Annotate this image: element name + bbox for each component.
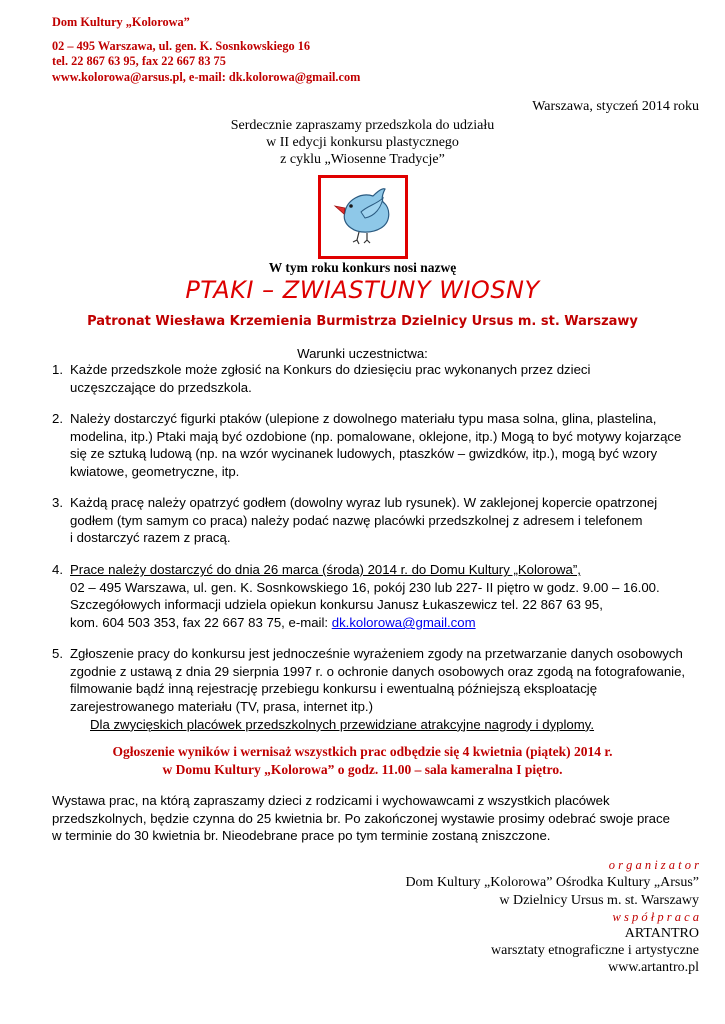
item-number: 2. [52, 411, 63, 426]
invitation-line: Serdecznie zapraszamy przedszkola do udziału [230, 118, 495, 133]
conditions-heading: Warunki uczestnictwa: [297, 346, 428, 361]
partner-website: www.artantro.pl [608, 960, 699, 975]
item-line: Prace należy dostarczyć do dnia 26 marca (środa) 2014 r. do Domu Kultury „Kolorowa”, [70, 562, 581, 577]
item-number: 5. [52, 646, 63, 661]
exhibition-line: Wystawa prac, na którą zapraszamy dzieci z rodzicami i wychowawcami z wszystkich placówek [52, 793, 610, 808]
logo-frame [318, 175, 408, 259]
invitation-line: w II edycji konkursu plastycznego [266, 135, 459, 150]
item-line: 02 – 495 Warszawa, ul. gen. K. Sosnkowskiego 16, pokój 230 lub 227- II piętro w godz. 9.00 – 16.00. [70, 579, 660, 595]
date-line: Warszawa, styczeń 2014 roku [532, 99, 699, 114]
item-line: zarejestrowanego materiału (TV, prasa, internet itp.) [70, 699, 373, 715]
results-line: w Domu Kultury „Kolorowa” o godz. 11.00 – sala kameralna I piętro. [162, 762, 563, 777]
item-line: się ze sztuką ludową (np. na wzór wycinanek ludowych, ptaszków – gwizdków, itp.), mogą być wzory [70, 446, 658, 462]
sender-contact: www.kolorowa@arsus.pl, e-mail: dk.kolorowa@gmail.com [52, 70, 361, 84]
bird-icon [321, 178, 405, 256]
organizer-label: o r g a n i z a t o r [608, 858, 699, 872]
item-number: 1. [52, 362, 63, 377]
contest-title: PTAKI – ZWIASTUNY WIOSNY [185, 276, 540, 304]
results-line: Ogłoszenie wyników i wernisaż wszystkich prac odbędzie się 4 kwietnia (piątek) 2014 r. [112, 744, 613, 759]
item-line: kwiatowe, geometryczne, itp. [70, 464, 240, 480]
item-number: 4. [52, 562, 63, 577]
organizer-line: Dom Kultury „Kolorowa” Ośrodka Kultury „Arsus” [405, 875, 699, 890]
sender-address: 02 – 495 Warszawa, ul. gen. K. Sosnkowskiego 16 [52, 39, 311, 53]
item-number: 3. [52, 495, 63, 510]
item-line: godłem (tym samym co praca) należy podać nazwę placówki przedszkolnej z adresem i telefonem [70, 512, 643, 528]
partner-line: ARTANTRO [624, 926, 699, 941]
partner-line: warsztaty etnograficzne i artystyczne [491, 943, 699, 958]
item-line: i dostarczyć razem z pracą. [70, 530, 231, 546]
sender-name: Dom Kultury „Kolorowa” [52, 15, 190, 29]
item-line: kom. 604 503 353, fax 22 667 83 75, e-mail: [70, 615, 332, 631]
item-line: Każdą pracę należy opatrzyć godłem (dowolny wyraz lub rysunek). W zaklejonej kopercie opatrzonej [70, 495, 658, 510]
item-line: zgodnie z ustawą z dnia 29 sierpnia 1997 r. o ochronie danych osobowych oraz zgodą na fotografowanie, [70, 663, 686, 679]
awards-line: Dla zwycięskich placówek przedszkolnych przewidziane atrakcyjne nagrody i dyplomy. [90, 716, 595, 732]
item-line: Należy dostarczyć figurki ptaków (ulepione z dowolnego materiału typu masa solna, glina, plastelina, [70, 411, 657, 426]
partner-label: w s p ó ł p r a c a [612, 910, 699, 924]
item-line-with-email [70, 614, 476, 632]
invitation-line: z cyklu „Wiosenne Tradycje” [280, 152, 445, 167]
exhibition-line: przedszkolnych, będzie czynna do 25 kwietnia br. Po zakończonej wystawie prosimy odebrać swoje prace [52, 811, 670, 826]
item-line: Szczegółowych informacji udziela opiekun konkursu Janusz Łukaszewicz tel. 22 867 63 95, [70, 597, 603, 613]
item-line: modelina, itp.) Ptaki mają być ozdobione (np. pomalowane, oklejone, itp.) Mogą to być motywy kojarzące [70, 428, 682, 444]
exhibition-line: w terminie do 30 kwietnia br. Nieodebrane prace po tym terminie zostaną zniszczone. [52, 828, 551, 843]
email-link[interactable]: dk.kolorowa@gmail.com [331, 615, 476, 631]
organizer-line: w Dzielnicy Ursus m. st. Warszawy [499, 893, 699, 908]
item-line: Zgłoszenie pracy do konkursu jest jednocześnie wyrażeniem zgody na przetwarzanie danych osobowych [70, 646, 683, 661]
item-line: filmowanie bądź inną rejestrację przebiegu konkursu i ewentualną późniejszą eksploatację [70, 681, 598, 697]
item-line: Każde przedszkole może zgłosić na Konkurs do dziesięciu prac wykonanych przez dzieci [70, 362, 591, 377]
contest-intro: W tym roku konkurs nosi nazwę [268, 260, 457, 275]
patronage: Patronat Wiesława Krzemienia Burmistrza Dzielnicy Ursus m. st. Warszawy [87, 314, 638, 329]
sender-phone: tel. 22 867 63 95, fax 22 667 83 75 [52, 54, 226, 68]
item-line: uczęszczające do przedszkola. [70, 379, 252, 395]
